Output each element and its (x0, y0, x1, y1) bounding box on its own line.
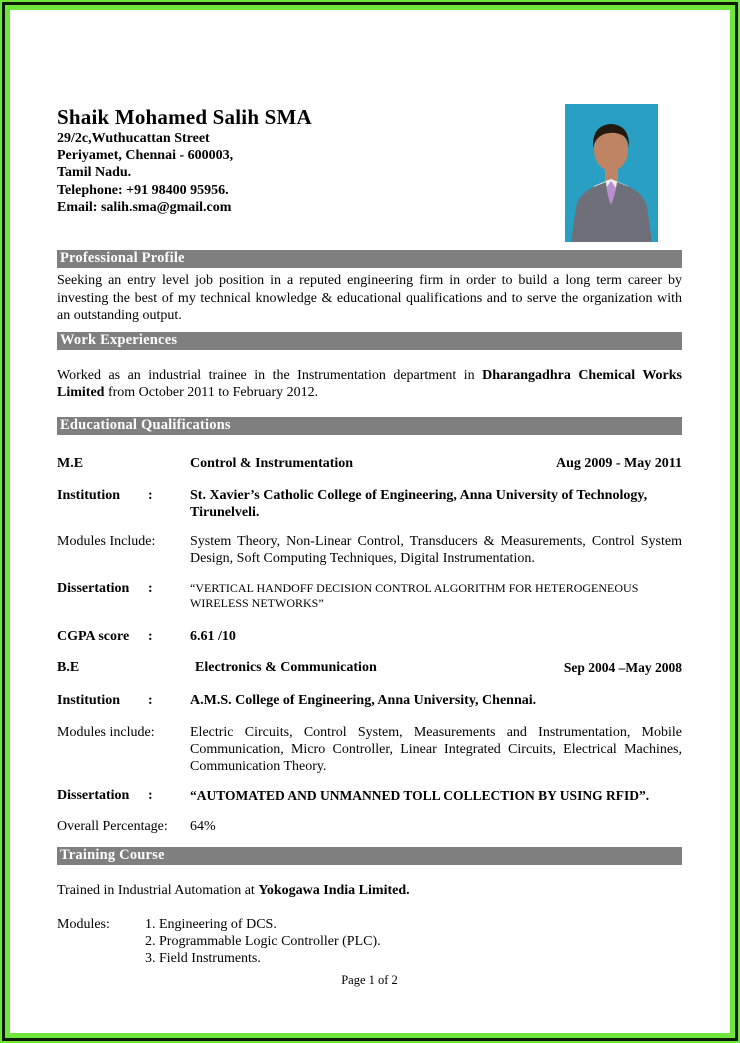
be-percentage-value: 64% (190, 818, 216, 834)
colon: : (148, 692, 153, 708)
training-module-item: 1. Engineering of DCS. (145, 916, 277, 932)
training-paragraph (57, 882, 682, 900)
me-cgpa-value: 6.61 /10 (190, 628, 236, 644)
me-cgpa-row (57, 628, 682, 645)
training-text-prefix: Trained in Industrial Automation at (57, 882, 259, 898)
telephone-line: Telephone: +91 98400 95956. (57, 182, 229, 198)
address-line-2: Periyamet, Chennai - 600003, (57, 148, 234, 164)
be-modules-row (57, 724, 682, 775)
me-dissertation-row (57, 580, 682, 612)
be-dates: Sep 2004 –May 2008 (563, 659, 682, 675)
spacer (148, 724, 190, 775)
be-percentage-label: Overall Percentage: (57, 818, 168, 834)
be-degree: B.E (57, 659, 80, 675)
training-module-item: 2. Programmable Logic Controller (PLC). (145, 933, 381, 949)
be-percentage-row (57, 818, 682, 835)
page-number: Page 1 of 2 (341, 973, 398, 988)
work-text-suffix: from October 2011 to February 2012. (104, 385, 319, 401)
work-company: Dharangadhra Chemical Works Limited (57, 367, 682, 401)
me-dissertation-value: “VERTICAL HANDOFF DECISION CONTROL ALGORITHM FOR HETEROGENEOUS WIRELESS NETWORKS” (190, 580, 639, 611)
me-institution-row (57, 487, 682, 521)
section-bar-educational-qualifications: Educational Qualifications (57, 417, 682, 435)
candidate-name: Shaik Mohamed Salih SMA (57, 105, 312, 129)
me-modules-row (57, 533, 682, 567)
be-modules-value: Electric Circuits, Control System, Measurements and Instrumentation, Mobile Communication, Micro Controller, Linear Integrated Circuits, Electrical Machines, Communication Theory. (190, 724, 682, 774)
section-bar-professional-profile: Professional Profile (57, 250, 682, 268)
training-modules-label: Modules: (57, 916, 110, 932)
training-company: Yokogawa India Limited. (258, 882, 410, 898)
be-degree-row (57, 659, 682, 676)
page-border (2, 2, 738, 1041)
work-text-prefix: Worked as an industrial trainee in the Instrumentation department in (57, 367, 483, 383)
work-paragraph (57, 367, 682, 402)
resume-content (10, 104, 730, 988)
email-line: Email: salih.sma@gmail.com (57, 199, 232, 215)
be-dissertation-value: “AUTOMATED AND UNMANNED TOLL COLLECTION BY USING RFID”. (190, 787, 650, 803)
me-dates: Aug 2009 - May 2011 (556, 455, 682, 471)
me-modules-label: Modules Include: (57, 533, 156, 549)
me-degree-row (57, 455, 682, 472)
section-bar-training-course: Training Course (57, 847, 682, 865)
me-modules-value: System Theory, Non-Linear Control, Transducers & Measurements, Control System Design, Soft Computing Techniques, Digital Instrumentation. (190, 533, 682, 566)
profile-paragraph: Seeking an entry level job position in a reputed engineering firm in order to build a long term career by investing the best of my technical knowledge & educational qualifications and to serve the organization with an outstanding output. (57, 273, 682, 324)
spacer (148, 533, 190, 567)
resume-page (5, 5, 735, 1038)
address-line-1: 29/2c,Wuthucattan Street (57, 131, 210, 146)
me-cgpa-label: CGPA score (57, 628, 130, 644)
colon: : (148, 787, 153, 803)
me-institution-label: Institution (57, 487, 121, 503)
colon: : (148, 628, 153, 644)
header (57, 104, 682, 250)
training-module-item: 3. Field Instruments. (145, 951, 261, 967)
candidate-photo (565, 104, 658, 242)
be-course: Electronics & Communication (195, 659, 377, 675)
colon: : (148, 580, 153, 596)
be-institution-label: Institution (57, 692, 121, 708)
spacer (148, 818, 190, 835)
be-institution-row (57, 692, 682, 709)
me-course: Control & Instrumentation (190, 455, 354, 471)
colon: : (148, 487, 153, 503)
training-modules-row (57, 916, 682, 968)
be-dissertation-row (57, 787, 682, 804)
be-institution-value: A.M.S. College of Engineering, Anna University, Chennai. (190, 692, 537, 708)
section-bar-work-experiences: Work Experiences (57, 332, 682, 350)
be-modules-label: Modules include: (57, 724, 155, 740)
me-institution-value: St. Xavier’s Catholic College of Engineering, Anna University of Technology, Tirunelveli. (190, 487, 648, 520)
me-dissertation-label: Dissertation (57, 580, 130, 596)
address-line-3: Tamil Nadu. (57, 165, 132, 181)
training-modules-list (145, 916, 682, 968)
me-degree: M.E (57, 455, 84, 471)
be-dissertation-label: Dissertation (57, 787, 130, 803)
